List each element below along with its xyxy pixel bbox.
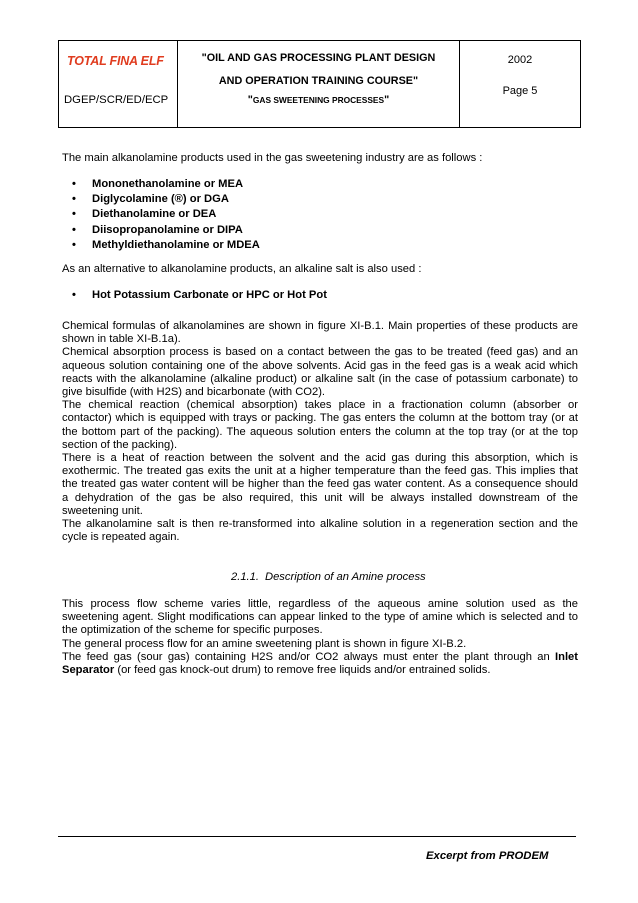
main-text	[62, 320, 578, 544]
list-item-label: Diisopropanolamine or DIPA	[92, 223, 243, 236]
list-item	[72, 238, 260, 253]
section-title: Description of an Amine process	[265, 571, 426, 583]
intro-paragraph: The main alkanolamine products used in the gas sweetening industry are as follows :	[62, 152, 483, 164]
header-title-cell	[178, 41, 460, 127]
document-code: DGEP/SCR/ED/ECP	[64, 94, 169, 106]
list-item	[72, 223, 260, 238]
list-item-label: Methyldiethanolamine or MDEA	[92, 238, 260, 251]
list-item	[72, 177, 260, 192]
list-item-label: Diglycolamine (®) or DGA	[92, 193, 229, 206]
paragraph-regeneration: The alkanolamine salt is then re-transformed into alkaline solution in a regeneration section and the cycle is repeated again.	[62, 518, 578, 544]
list-item-label: Diethanolamine or DEA	[92, 208, 217, 221]
document-year: 2002	[507, 54, 533, 66]
amine-list	[72, 177, 260, 253]
list-item-label: Hot Potassium Carbonate or HPC or Hot Pot	[92, 289, 327, 301]
paragraph-absorption: Chemical absorption process is based on a contact between the gas to be treated (feed gas) and an aqueous solution containing one of the above solvents. Acid gas in the feed gas is a weak acid which reacts with the alkanolamine (alkaline product) or alkaline salt (in the case of potassium carbonate) to give bisulfide (with H2S) and bicarbonate (with CO2).	[62, 346, 578, 399]
paragraph-formulas: Chemical formulas of alkanolamines are shown in figure XI-B.1. Main properties of these products are shown in table XI-B.1a).	[62, 320, 578, 346]
course-title-line-2: AND OPERATION TRAINING COURSE"	[218, 75, 419, 87]
salt-list	[72, 288, 327, 303]
bullet-icon: •	[72, 208, 76, 221]
list-item-label: Mononethanolamine or MEA	[92, 178, 244, 190]
section-text	[62, 598, 578, 677]
section-number: 2.1.1.	[231, 571, 259, 583]
inlet-text-a: The feed gas (sour gas) containing H2S and/or CO2 always must enter the plant through an	[62, 650, 555, 663]
chapter-title	[178, 94, 459, 106]
chapter-title-quote-close: "	[384, 94, 390, 106]
alternative-paragraph: As an alternative to alkanolamine products, an alkaline salt is also used :	[62, 263, 422, 275]
paragraph-flow-scheme: This process flow scheme varies little, regardless of the aqueous amine solution used as the sweetening agent. Slight modifications can appear linked to the type of amine which is selected and to the optimization of the scheme for specific purposes.	[62, 598, 578, 637]
bullet-icon: •	[72, 223, 76, 236]
paragraph-reaction: The chemical reaction (chemical absorption) takes place in a fractionation column (absorber or contactor) which is equipped with trays or packing. The gas enters the column at the bottom tray (or at the bottom part of the packing). The aqueous solution enters the column at the top tray (or at the top section of the packing).	[62, 399, 578, 451]
chapter-title-text: GAS SWEETENING PROCESSES	[252, 95, 385, 105]
footer-divider	[58, 836, 576, 837]
course-title-line-1: "OIL AND GAS PROCESSING PLANT DESIGN	[201, 52, 436, 64]
bullet-icon: •	[72, 289, 76, 301]
inlet-text-b: (or feed gas knock-out drum) to remove free liquids and/or entrained solids.	[114, 664, 491, 677]
list-item	[72, 288, 327, 303]
paragraph-heat: There is a heat of reaction between the solvent and the acid gas during this absorption, which is exothermic. The treated gas exits the unit at a higher temperature than the feed gas. This implies that the treated gas water content will be higher than the feed gas water content. As a consequence should a dehydration of the gas be also required, this unit will be always installed downstream of the sweetening unit.	[62, 452, 578, 517]
footer-note: Excerpt from PRODEM	[426, 850, 549, 862]
list-item	[72, 192, 260, 207]
chapter-title-quote-open: "	[247, 94, 253, 106]
page-number: Page 5	[502, 85, 538, 97]
logo-text-total: TOTAL	[67, 54, 107, 68]
header-left-cell	[59, 41, 178, 127]
bullet-icon: •	[72, 178, 76, 190]
logo-text-finaelf: FINA ELF	[109, 54, 164, 68]
company-logo	[67, 53, 164, 69]
list-item	[72, 207, 260, 222]
header-right-cell	[460, 41, 580, 127]
paragraph-general-flow: The general process flow for an amine sweetening plant is shown in figure XI-B.2.	[62, 637, 467, 650]
bullet-icon: •	[72, 238, 76, 251]
inlet-separator-term: Inlet Separator	[62, 650, 578, 677]
bullet-icon: •	[72, 193, 76, 206]
section-heading	[231, 571, 426, 583]
paragraph-inlet-separator	[62, 651, 578, 677]
header-table	[58, 40, 581, 128]
